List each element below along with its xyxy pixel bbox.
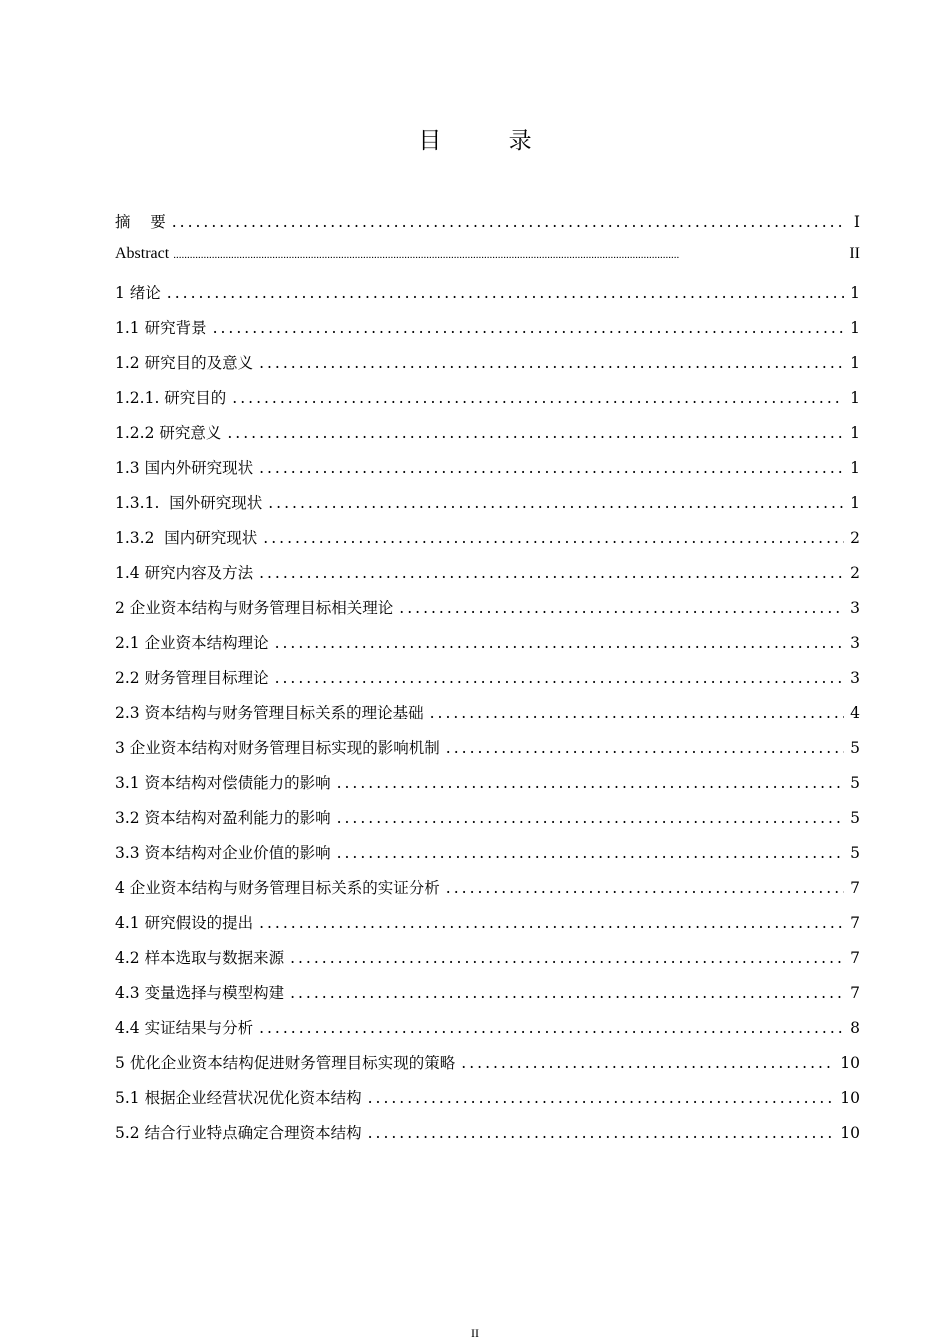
toc-entry-page: 1	[850, 389, 860, 407]
toc-leader	[259, 914, 844, 932]
table-of-contents	[115, 210, 860, 1156]
toc-entry-page: I	[853, 213, 860, 231]
toc-entry-page: 10	[840, 1124, 860, 1142]
toc-leader	[259, 459, 844, 477]
toc-leader	[290, 984, 844, 1002]
toc-entry[interactable]	[115, 281, 860, 316]
toc-leader	[259, 354, 844, 372]
toc-leader	[263, 529, 844, 547]
toc-entry-label: 3.3 资本结构对企业价值的影响	[115, 844, 331, 862]
toc-entry-label: 2.2 财务管理目标理论	[115, 669, 269, 687]
toc-entry[interactable]	[115, 701, 860, 736]
toc-entry-label: 2.1 企业资本结构理论	[115, 634, 269, 652]
toc-entry[interactable]	[115, 526, 860, 561]
toc-entry-label: 1.3.2 国内研究现状	[115, 529, 258, 547]
toc-leader	[275, 634, 844, 652]
toc-entry-label: 1.2.1. 研究目的	[115, 389, 227, 407]
toc-entry[interactable]	[115, 1121, 860, 1156]
toc-entry-page: 1	[850, 494, 860, 512]
toc-entry[interactable]	[115, 1086, 860, 1121]
toc-entry[interactable]	[115, 316, 860, 351]
toc-entry[interactable]	[115, 911, 860, 946]
toc-entry-page: 5	[850, 809, 860, 827]
toc-entry-page: 1	[850, 459, 860, 477]
toc-entry-page: 10	[840, 1054, 860, 1072]
toc-leader	[268, 494, 844, 512]
toc-entry-label: 3 企业资本结构对财务管理目标实现的影响机制	[115, 739, 440, 757]
toc-entry[interactable]	[115, 806, 860, 841]
toc-leader	[461, 1054, 834, 1072]
toc-entry-page: 5	[850, 844, 860, 862]
toc-entry-page: 10	[840, 1089, 860, 1107]
toc-entry-label: 1.3.1. 国外研究现状	[115, 494, 263, 512]
toc-entry[interactable]	[115, 841, 860, 876]
toc-leader	[337, 774, 844, 792]
toc-entry-page: 1	[850, 284, 860, 302]
toc-entry[interactable]	[115, 1016, 860, 1051]
toc-leader	[167, 284, 844, 302]
toc-leader	[213, 319, 844, 337]
toc-entry-label: 2 企业资本结构与财务管理目标相关理论	[115, 599, 394, 617]
toc-leader	[173, 249, 845, 261]
toc-entry-label: 5 优化企业资本结构促进财务管理目标实现的策略	[115, 1054, 456, 1072]
toc-leader	[399, 599, 844, 617]
toc-entry-label: 4.3 变量选择与模型构建	[115, 984, 285, 1002]
toc-entry-label: 1.4 研究内容及方法	[115, 564, 254, 582]
toc-entry-label: 3.1 资本结构对偿债能力的影响	[115, 774, 331, 792]
toc-entry[interactable]	[115, 351, 860, 386]
toc-leader	[227, 424, 844, 442]
toc-entry-label: 1.3 国内外研究现状	[115, 459, 254, 477]
toc-entry-page: II	[849, 245, 860, 262]
toc-entry-page: 1	[850, 319, 860, 337]
toc-leader	[430, 704, 844, 722]
toc-entry-label: 摘 要	[115, 213, 166, 231]
toc-entry[interactable]	[115, 736, 860, 771]
toc-entry-label: 1.2 研究目的及意义	[115, 354, 254, 372]
toc-leader	[232, 389, 844, 407]
toc-entry[interactable]	[115, 876, 860, 911]
toc-entry[interactable]	[115, 771, 860, 806]
toc-entry-page: 3	[850, 669, 860, 687]
toc-leader	[368, 1124, 835, 1142]
toc-entry[interactable]	[115, 210, 860, 245]
toc-entry-label: 1.1 研究背景	[115, 319, 207, 337]
toc-leader	[446, 739, 844, 757]
toc-entry-page: 7	[850, 984, 860, 1002]
toc-entry[interactable]	[115, 631, 860, 666]
toc-entry[interactable]	[115, 491, 860, 526]
toc-leader	[337, 844, 844, 862]
toc-entry[interactable]	[115, 1051, 860, 1086]
toc-leader	[259, 564, 844, 582]
toc-entry-label: 5.2 结合行业特点确定合理资本结构	[115, 1124, 362, 1142]
toc-leader	[259, 1019, 844, 1037]
toc-entry[interactable]	[115, 946, 860, 981]
toc-entry[interactable]	[115, 456, 860, 491]
toc-entry-page: 7	[850, 949, 860, 967]
toc-leader	[337, 809, 844, 827]
toc-entry-page: 5	[850, 739, 860, 757]
toc-leader	[290, 949, 844, 967]
toc-entry[interactable]	[115, 421, 860, 456]
toc-entry-label: 2.3 资本结构与财务管理目标关系的理论基础	[115, 704, 424, 722]
toc-entry-page: 2	[850, 564, 860, 582]
toc-leader	[368, 1089, 835, 1107]
toc-entry-page: 3	[850, 599, 860, 617]
toc-entry-label: 4.1 研究假设的提出	[115, 914, 254, 932]
toc-leader	[172, 213, 844, 231]
toc-entry-label: 1.2.2 研究意义	[115, 424, 222, 442]
toc-entry-label: 4 企业资本结构与财务管理目标关系的实证分析	[115, 879, 440, 897]
toc-entry[interactable]	[115, 386, 860, 421]
page-title: 目 录	[418, 128, 562, 154]
toc-entry-page: 1	[850, 424, 860, 442]
toc-entry-label: 5.1 根据企业经营状况优化资本结构	[115, 1089, 362, 1107]
toc-entry-page: 2	[850, 529, 860, 547]
toc-entry-page: 4	[850, 704, 860, 722]
toc-entry-label: 4.2 样本选取与数据来源	[115, 949, 285, 967]
toc-leader	[275, 669, 844, 687]
toc-leader	[446, 879, 844, 897]
toc-entry-page: 5	[850, 774, 860, 792]
toc-entry-page: 8	[850, 1019, 860, 1037]
toc-entry-label: 4.4 实证结果与分析	[115, 1019, 254, 1037]
toc-entry-label: 1 绪论	[115, 284, 161, 302]
toc-entry-page: 7	[850, 879, 860, 897]
toc-entry-label: Abstract	[115, 245, 170, 262]
toc-entry-label: 3.2 资本结构对盈利能力的影响	[115, 809, 331, 827]
toc-entry[interactable]	[115, 981, 860, 1016]
footer-page-number: II	[471, 1326, 479, 1340]
toc-entry-page: 7	[850, 914, 860, 932]
toc-entry-page: 3	[850, 634, 860, 652]
toc-entry[interactable]	[115, 666, 860, 701]
toc-entry[interactable]	[115, 245, 860, 281]
toc-entry[interactable]	[115, 561, 860, 596]
toc-entry-page: 1	[850, 354, 860, 372]
toc-entry[interactable]	[115, 596, 860, 631]
